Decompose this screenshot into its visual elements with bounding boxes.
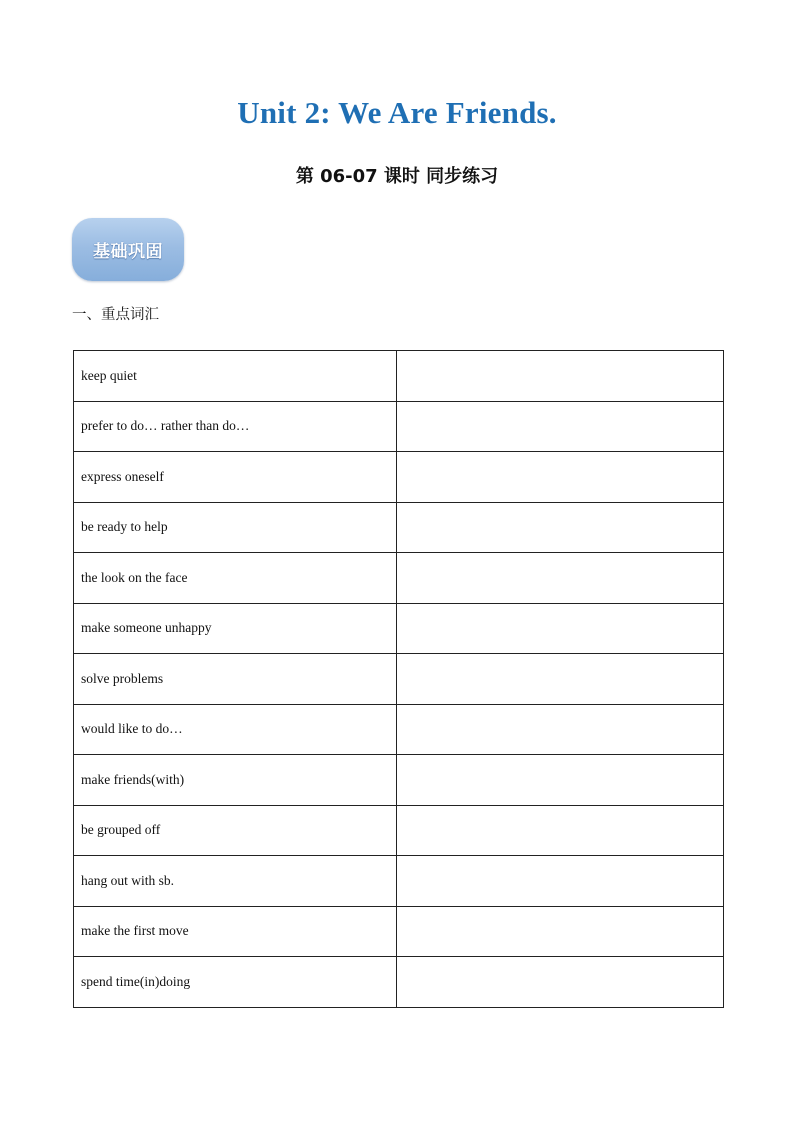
vocab-answer-cell bbox=[397, 603, 724, 654]
vocab-term-cell: make someone unhappy bbox=[74, 603, 397, 654]
table-row bbox=[74, 502, 724, 553]
vocab-term-cell: make the first move bbox=[74, 906, 397, 957]
vocab-table-body bbox=[74, 351, 724, 1008]
table-row bbox=[74, 401, 724, 452]
vocab-answer-cell bbox=[397, 502, 724, 553]
vocab-answer-cell bbox=[397, 906, 724, 957]
vocab-term-cell: be ready to help bbox=[74, 502, 397, 553]
vocab-term-cell: solve problems bbox=[74, 654, 397, 705]
table-row bbox=[74, 856, 724, 907]
vocab-term-cell: be grouped off bbox=[74, 805, 397, 856]
vocab-answer-cell bbox=[397, 856, 724, 907]
vocab-table bbox=[73, 350, 724, 1008]
vocab-answer-cell bbox=[397, 401, 724, 452]
badge-label: 基础巩固 bbox=[93, 242, 163, 262]
table-row bbox=[74, 654, 724, 705]
vocab-term-cell: express oneself bbox=[74, 452, 397, 503]
vocab-answer-cell bbox=[397, 654, 724, 705]
vocab-term-cell: make friends(with) bbox=[74, 755, 397, 806]
section-heading: 一、重点词汇 bbox=[72, 307, 159, 323]
vocab-answer-cell bbox=[397, 805, 724, 856]
vocab-term-cell: keep quiet bbox=[74, 351, 397, 402]
table-row bbox=[74, 755, 724, 806]
table-row bbox=[74, 603, 724, 654]
table-row bbox=[74, 805, 724, 856]
vocab-answer-cell bbox=[397, 351, 724, 402]
table-row bbox=[74, 704, 724, 755]
vocab-answer-cell bbox=[397, 452, 724, 503]
table-row bbox=[74, 957, 724, 1008]
lesson-subtitle: 第 06-07 课时 同步练习 bbox=[295, 166, 499, 187]
section-badge bbox=[72, 218, 184, 281]
table-row bbox=[74, 351, 724, 402]
vocab-term-cell: spend time(in)doing bbox=[74, 957, 397, 1008]
table-row bbox=[74, 906, 724, 957]
vocab-term-cell: prefer to do… rather than do… bbox=[74, 401, 397, 452]
vocab-answer-cell bbox=[397, 755, 724, 806]
vocab-answer-cell bbox=[397, 704, 724, 755]
table-row bbox=[74, 452, 724, 503]
vocab-answer-cell bbox=[397, 553, 724, 604]
vocab-term-cell: the look on the face bbox=[74, 553, 397, 604]
page-title: Unit 2: We Are Friends. bbox=[237, 95, 557, 130]
vocab-term-cell: would like to do… bbox=[74, 704, 397, 755]
vocab-answer-cell bbox=[397, 957, 724, 1008]
table-row bbox=[74, 553, 724, 604]
vocab-term-cell: hang out with sb. bbox=[74, 856, 397, 907]
